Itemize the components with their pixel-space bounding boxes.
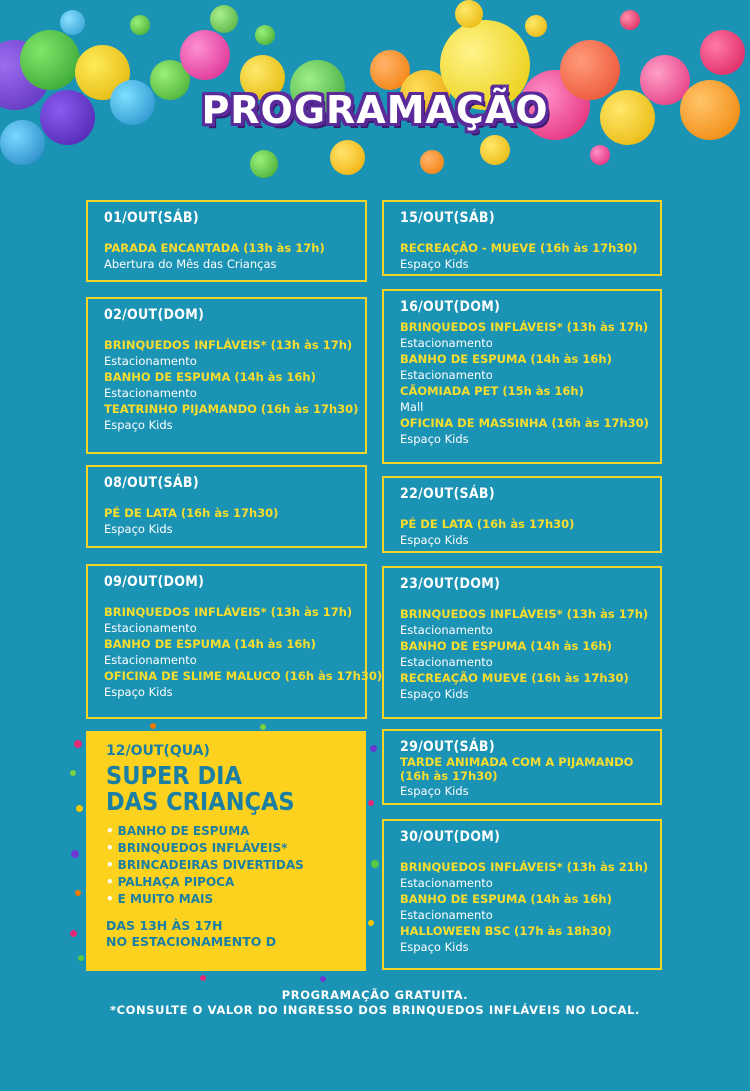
day-box [382, 566, 662, 719]
event-place: Estacionamento [400, 336, 493, 350]
day-date: 01/OUT(SÁB) [104, 210, 199, 226]
event-place: Espaço Kids [104, 685, 173, 699]
event-name: BANHO DE ESPUMA (14h às 16h) [400, 892, 612, 906]
special-time-line-2: NO ESTACIONAMENTO D [106, 934, 277, 949]
balloon [255, 25, 275, 45]
event-name: PARADA ENCANTADA (13h às 17h) [104, 241, 325, 255]
event-name: TARDE ANIMADA COM A PIJAMANDO [400, 755, 634, 769]
confetti-dot [370, 745, 377, 752]
balloon [210, 5, 238, 33]
special-headline [106, 763, 346, 815]
event-name: OFICINA DE MASSINHA (16h às 17h30) [400, 416, 649, 430]
event-name: BRINQUEDOS INFLÁVEIS* (13h às 17h) [400, 607, 649, 621]
day-box [86, 564, 383, 719]
event [400, 859, 649, 891]
list-item [106, 891, 346, 908]
day-date: 23/OUT(DOM) [400, 576, 501, 592]
event-name: BRINQUEDOS INFLÁVEIS* (13h às 17h) [104, 338, 353, 352]
event-place: Estacionamento [400, 623, 493, 637]
event-place: Abertura do Mês das Crianças [104, 257, 277, 271]
event-place: Espaço Kids [400, 533, 469, 547]
event [104, 604, 353, 636]
special-headline-line-2: DAS CRIANÇAS [106, 787, 295, 816]
event [400, 891, 644, 923]
event-name: BANHO DE ESPUMA (14h às 16h) [104, 370, 316, 384]
confetti-dot [70, 770, 76, 776]
bullet-icon: • [106, 841, 114, 855]
balloon [620, 10, 640, 30]
special-date: 12/OUT(QUA) [106, 743, 210, 759]
balloon [130, 15, 150, 35]
event [400, 755, 644, 799]
bullet-icon: • [106, 858, 114, 872]
event-name: HALLOWEEN BSC (17h às 18h30) [400, 924, 612, 938]
event-place: Espaço Kids [400, 687, 469, 701]
special-item-label: BANHO DE ESPUMA [117, 824, 250, 838]
event [104, 668, 383, 700]
confetti-dot [150, 723, 156, 729]
special-item-label: BRINQUEDOS INFLÁVEIS* [117, 841, 288, 855]
special-item-label: PALHAÇA PIPOCA [117, 875, 235, 889]
event-place: Estacionamento [400, 876, 493, 890]
balloon [20, 30, 80, 90]
event-place: Estacionamento [400, 655, 493, 669]
balloon [60, 10, 85, 35]
confetti-dot [70, 930, 77, 937]
event [400, 638, 644, 670]
bullet-icon: • [106, 892, 114, 906]
confetti-dot [75, 890, 81, 896]
balloon [420, 150, 444, 174]
day-box [86, 297, 367, 454]
event-name: BRINQUEDOS INFLÁVEIS* (13h às 17h) [400, 320, 649, 334]
list-item [106, 857, 346, 874]
day-date: 09/OUT(DOM) [104, 574, 205, 590]
event-name: BRINQUEDOS INFLÁVEIS* (13h às 17h) [104, 605, 353, 619]
confetti-dot [368, 800, 374, 806]
day-date: 08/OUT(SÁB) [104, 475, 199, 491]
event [104, 401, 359, 433]
page-title: PROGRAMAÇÃO [201, 88, 549, 132]
event [400, 516, 644, 548]
balloon [330, 140, 365, 175]
special-event-box [86, 731, 366, 971]
event-name: OFICINA DE SLIME MALUCO (16h às 17h30) [104, 669, 383, 683]
event-name: BRINQUEDOS INFLÁVEIS* (13h às 21h) [400, 860, 649, 874]
day-date: 22/OUT(SÁB) [400, 486, 495, 502]
day-box [382, 819, 662, 970]
confetti-dot [76, 805, 83, 812]
balloon [455, 0, 483, 28]
footer-note [0, 988, 750, 1018]
footer-line-2: *CONSULTE O VALOR DO INGRESSO DOS BRINQUEDOS INFLÁVEIS NO LOCAL. [110, 1003, 640, 1017]
day-box [382, 729, 662, 805]
event [400, 383, 644, 415]
day-date: 16/OUT(DOM) [400, 299, 501, 315]
confetti-dot [260, 724, 266, 730]
event-place: Estacionamento [400, 368, 493, 382]
balloon [180, 30, 230, 80]
confetti-dot [320, 976, 326, 982]
day-date: 02/OUT(DOM) [104, 307, 205, 323]
event-name: TEATRINHO PIJAMANDO (16h às 17h30) [104, 402, 359, 416]
event-place: Estacionamento [104, 386, 197, 400]
day-box [382, 200, 662, 276]
footer-line-1: PROGRAMAÇÃO GRATUITA. [281, 988, 469, 1002]
bullet-icon: • [106, 875, 114, 889]
list-item [106, 840, 346, 857]
special-item-label: E MUITO MAIS [117, 892, 214, 906]
special-time [106, 918, 346, 950]
event [104, 240, 349, 272]
day-date: 29/OUT(SÁB) [400, 739, 495, 755]
event-name: RECREAÇÃO - MUEVE (16h às 17h30) [400, 241, 638, 255]
event [400, 670, 644, 702]
event-name: BANHO DE ESPUMA (14h às 16h) [104, 637, 316, 651]
confetti-dot [200, 975, 206, 981]
event [104, 636, 349, 668]
event [400, 351, 644, 383]
event-place: Espaço Kids [400, 257, 469, 271]
confetti-dot [368, 920, 374, 926]
day-date: 30/OUT(DOM) [400, 829, 501, 845]
day-box [382, 476, 662, 553]
confetti-dot [74, 740, 82, 748]
event-place: Espaço Kids [104, 418, 173, 432]
confetti-dot [371, 860, 379, 868]
balloon [700, 30, 745, 75]
bullet-icon: • [106, 824, 114, 838]
special-items-list [106, 823, 346, 908]
event-place: Espaço Kids [400, 432, 469, 446]
event-name: PÉ DE LATA (16h às 17h30) [400, 517, 575, 531]
event-name: RECREAÇÃO MUEVE (16h às 17h30) [400, 671, 629, 685]
event [400, 923, 644, 955]
event [400, 319, 649, 351]
event-place: Espaço Kids [400, 940, 469, 954]
event-place: Espaço Kids [400, 784, 469, 798]
balloon [250, 150, 278, 178]
list-item [106, 874, 346, 891]
day-box [86, 465, 367, 548]
balloon [480, 135, 510, 165]
event [104, 337, 353, 369]
event-name: BANHO DE ESPUMA (14h às 16h) [400, 639, 612, 653]
event-place: Estacionamento [400, 908, 493, 922]
event [400, 415, 649, 447]
confetti-dot [78, 955, 84, 961]
event-place: Estacionamento [104, 354, 197, 368]
balloon [525, 15, 547, 37]
special-item-label: BRINCADEIRAS DIVERTIDAS [117, 858, 304, 872]
event-place: Mall [400, 400, 424, 414]
balloon [590, 145, 610, 165]
event [400, 240, 644, 272]
event-place: Espaço Kids [104, 522, 173, 536]
event [104, 369, 349, 401]
event-name: PÉ DE LATA (16h às 17h30) [104, 506, 279, 520]
special-time-line-1: DAS 13H ÀS 17H [106, 918, 223, 933]
list-item [106, 823, 346, 840]
event-place: Estacionamento [104, 621, 197, 635]
day-box [382, 289, 662, 464]
event-time: (16h às 17h30) [400, 769, 498, 783]
event [104, 505, 349, 537]
confetti-dot [71, 850, 79, 858]
day-box [86, 200, 367, 282]
day-date: 15/OUT(SÁB) [400, 210, 495, 226]
event-name: CÃOMIADA PET (15h às 16h) [400, 384, 584, 398]
event [400, 606, 649, 638]
special-headline-line-1: SUPER DIA [106, 761, 242, 790]
event-place: Estacionamento [104, 653, 197, 667]
event-name: BANHO DE ESPUMA (14h às 16h) [400, 352, 612, 366]
